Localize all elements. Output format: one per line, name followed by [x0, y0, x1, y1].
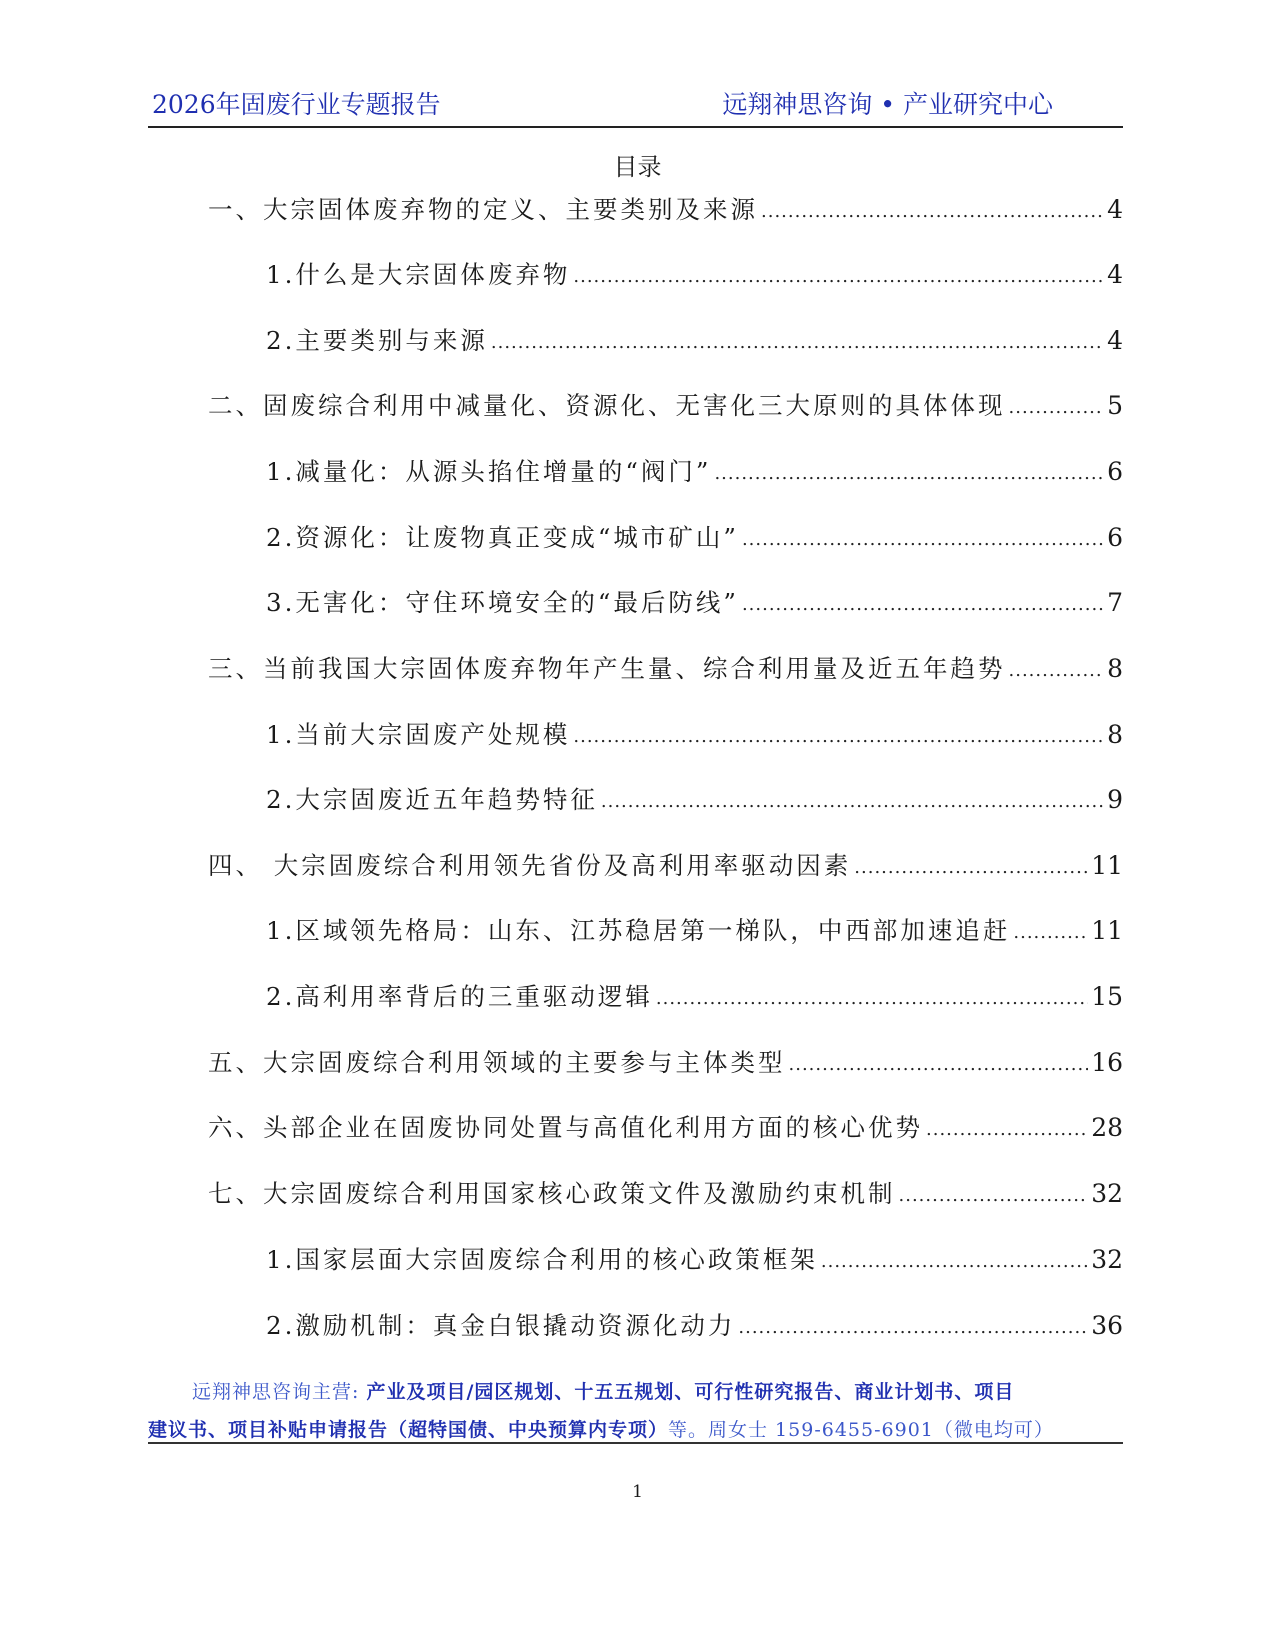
- toc-entry[interactable]: [266, 520, 1123, 556]
- toc-entry-page: 6: [1107, 457, 1123, 486]
- toc-entry[interactable]: [208, 848, 1123, 884]
- toc-entry-page: 16: [1091, 1048, 1123, 1077]
- toc-leader-dots: [656, 981, 1088, 1017]
- toc-entry-page: 28: [1091, 1113, 1123, 1142]
- toc-leader-dots: [742, 522, 1104, 558]
- toc-entry-page: 32: [1091, 1245, 1123, 1274]
- toc-entry[interactable]: [266, 717, 1123, 753]
- toc-leader-dots: [742, 587, 1104, 623]
- services-line-1: [148, 1373, 1123, 1411]
- page-header: [148, 86, 1123, 128]
- toc-entry-text: 2.激励机制：真金白银撬动资源化动力: [266, 1311, 736, 1340]
- toc-entry[interactable]: [208, 1110, 1123, 1146]
- toc-leader-dots: [601, 784, 1104, 820]
- page-number: 1: [632, 1482, 643, 1502]
- toc-entry-page: 9: [1107, 785, 1123, 814]
- toc-entry[interactable]: [266, 454, 1123, 490]
- toc-entry-page: 4: [1107, 326, 1123, 355]
- toc-entry[interactable]: [208, 1045, 1123, 1081]
- toc-entry-page: 8: [1107, 654, 1123, 683]
- toc-title: 目录: [613, 153, 662, 181]
- toc-entry-text: 2.高利用率背后的三重驱动逻辑: [266, 982, 653, 1011]
- toc-entry-text: 3.无害化：守住环境安全的“最后防线”: [266, 588, 739, 617]
- toc-entry-text: 2.主要类别与来源: [266, 326, 488, 355]
- toc-entry[interactable]: [208, 651, 1123, 687]
- toc-entry-text: 五、大宗固废综合利用领域的主要参与主体类型: [208, 1048, 786, 1077]
- toc-leader-dots: [761, 194, 1104, 230]
- toc-entry-page: 11: [1091, 851, 1123, 880]
- toc-entry-page: 11: [1091, 916, 1123, 945]
- contact-info: 等。周女士 159-6455-6901（微电均可）: [668, 1419, 1054, 1441]
- toc-leader-dots: [714, 456, 1104, 492]
- toc-entry[interactable]: [208, 192, 1123, 228]
- header-report-title: 2026年固废行业专题报告: [152, 90, 441, 119]
- toc-leader-dots: [854, 850, 1088, 886]
- toc-entry-text: 2.资源化：让废物真正变成“城市矿山”: [266, 523, 739, 552]
- toc-leader-dots: [789, 1047, 1089, 1083]
- toc-entry-text: 1.国家层面大宗固废综合利用的核心政策框架: [266, 1245, 818, 1274]
- toc-entry-page: 36: [1091, 1311, 1123, 1340]
- toc-entry-text: 1.什么是大宗固体废弃物: [266, 260, 571, 289]
- toc-entry[interactable]: [266, 1242, 1123, 1278]
- header-company: 远翔神思咨询 • 产业研究中心: [722, 90, 1053, 119]
- toc-entry[interactable]: [266, 257, 1123, 293]
- toc-entry-page: 6: [1107, 523, 1123, 552]
- toc-entry[interactable]: [266, 782, 1123, 818]
- toc-leader-dots: [491, 325, 1104, 361]
- toc-leader-dots: [573, 259, 1104, 295]
- services-list-2: 建议书、项目补贴申请报告（超特国债、中央预算内专项）: [148, 1419, 669, 1441]
- toc-entry-text: 2.大宗固废近五年趋势特征: [266, 785, 598, 814]
- toc-entry-page: 32: [1091, 1179, 1123, 1208]
- toc-leader-dots: [1013, 915, 1088, 951]
- footer-divider: [148, 1442, 1123, 1444]
- toc-entry-text: 三、当前我国大宗固体废弃物年产生量、综合利用量及近五年趋势: [208, 654, 1006, 683]
- toc-entry-text: 一、大宗固体废弃物的定义、主要类别及来源: [208, 195, 758, 224]
- toc-entry-page: 8: [1107, 720, 1123, 749]
- toc-entry-page: 5: [1107, 391, 1123, 420]
- toc-entry-page: 7: [1107, 588, 1123, 617]
- toc-entry[interactable]: [208, 388, 1123, 424]
- toc-entry[interactable]: [266, 913, 1123, 949]
- services-lead: 远翔神思咨询主营:: [192, 1381, 360, 1403]
- toc-leader-dots: [1009, 390, 1105, 426]
- toc-entry-text: 1.当前大宗固废产处规模: [266, 720, 571, 749]
- toc-entry-text: 六、头部企业在固废协同处置与高值化利用方面的核心优势: [208, 1113, 923, 1142]
- toc-entry-page: 4: [1107, 195, 1123, 224]
- toc-entry[interactable]: [266, 323, 1123, 359]
- toc-leader-dots: [899, 1178, 1089, 1214]
- toc-entry[interactable]: [266, 979, 1123, 1015]
- toc-entry-page: 4: [1107, 260, 1123, 289]
- toc-leader-dots: [573, 719, 1104, 755]
- toc-entry-page: 15: [1091, 982, 1123, 1011]
- toc-leader-dots: [821, 1244, 1088, 1280]
- toc-entry-text: 七、大宗固废综合利用国家核心政策文件及激励约束机制: [208, 1179, 896, 1208]
- toc-entry-text: 1.区域领先格局：山东、江苏稳居第一梯队，中西部加速追赶: [266, 916, 1011, 945]
- consulting-services-note: [148, 1373, 1123, 1449]
- toc-entry-text: 二、固废综合利用中减量化、资源化、无害化三大原则的具体体现: [208, 391, 1006, 420]
- toc-entry-text: 四、 大宗固废综合利用领先省份及高利用率驱动因素: [208, 851, 852, 880]
- toc-leader-dots: [1009, 653, 1105, 689]
- toc-leader-dots: [926, 1112, 1088, 1148]
- services-list-1: 产业及项目/园区规划、十五五规划、可行性研究报告、商业计划书、项目: [366, 1381, 1015, 1403]
- toc-leader-dots: [738, 1310, 1088, 1346]
- toc-entry[interactable]: [266, 1308, 1123, 1344]
- toc-entry[interactable]: [266, 585, 1123, 621]
- toc-entry[interactable]: [208, 1176, 1123, 1212]
- toc-entry-text: 1.减量化：从源头掐住增量的“阀门”: [266, 457, 712, 486]
